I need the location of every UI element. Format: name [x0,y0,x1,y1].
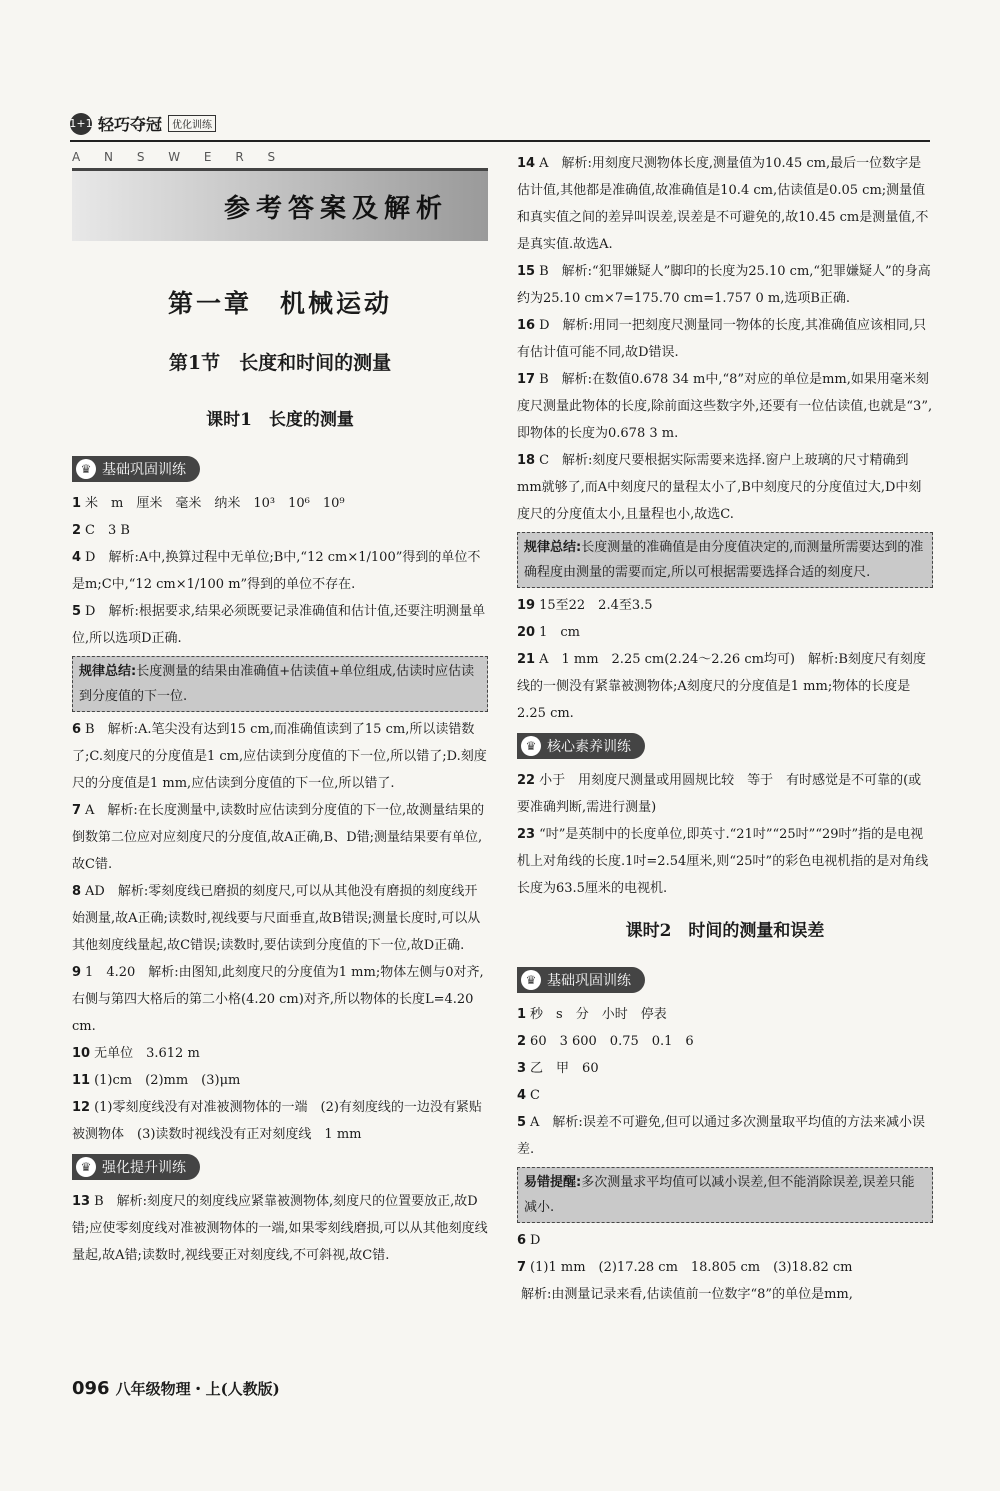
answer-item [517,821,933,902]
summary-label: 易错提醒: [524,1175,582,1190]
tag-basic [72,456,200,482]
answer-number: 5 [517,1115,527,1130]
answer-text: B 解析:刻度尺的刻度线应紧靠被测物体,刻度尺的位置要放正,故D错;应使零刻度线对准被测物体的一端,如果零刻线磨损,可以从其他刻度线量起,故A错;读数时,视线要正对刻度线,不可斜视,故C错. [72,1194,488,1263]
answer-item [72,1067,488,1094]
answer-text: D 解析:A中,换算过程中无单位;B中,“12 cm×1/100”得到的单位不是m;C中,“12 cm×1/100 m”得到的单位不存在. [72,550,481,592]
answer-item [72,517,488,544]
answer-item [72,1040,488,1067]
brand-name: 轻巧夺冠 [98,115,163,134]
answer-number: 1 [72,496,82,511]
tag-label: 强化提升训练 [102,1160,186,1176]
header-divider [70,140,930,142]
answer-text: D 解析:用同一把刻度尺测量同一物体的长度,其准确值应该相同,只有估计值可能不同,故D错误. [517,318,927,360]
answer-text: D 解析:根据要求,结果必须既要记录准确值和估计值,还要注明测量单位,所以选项D正确. [72,604,486,646]
answer-item [517,1227,933,1254]
answer-number: 2 [517,1034,527,1049]
answer-text: B 解析:在数值0.678 34 m中,“8”对应的单位是mm,如果用毫米刻度尺测量此物体的长度,除前面这些数字外,还要有一位估读值,也就是“3”,即物体的长度为0.678 3 m. [517,372,933,441]
answer-item [72,544,488,598]
answer-text: 解析:由测量记录来看,估读值前一位数字“8”的单位是mm, [521,1287,853,1302]
answer-text: (1)零刻度线没有对准被测物体的一端 (2)有刻度线的一边没有紧贴被测物体 (3)读数时视线没有正对刻度线 1 mm [72,1100,482,1142]
answer-item [72,598,488,652]
answer-list [517,1001,933,1163]
answer-item [517,1001,933,1028]
answer-number: 23 [517,827,536,842]
answer-item [517,592,933,619]
answer-text: 无单位 3.612 m [94,1046,200,1061]
rule-summary [72,656,488,712]
summary-label: 规律总结: [524,540,582,555]
answer-number: 10 [72,1046,91,1061]
answer-number: 3 [517,1061,527,1076]
banner-title: 参考答案及解析 [223,193,448,224]
rule-summary [517,532,933,588]
answer-list [517,592,933,727]
answers-banner [72,150,488,242]
answer-text: 15至22 2.4至3.5 [539,598,653,613]
answer-item [517,1109,933,1163]
lesson-title: 课时2 时间的测量和误差 [625,921,825,941]
crown-icon: ♛ [76,459,96,479]
answer-number: 20 [517,625,536,640]
answer-number: 2 [72,523,82,538]
crown-icon: ♛ [76,1157,96,1177]
tag-core [517,733,645,759]
answer-item [72,797,488,878]
error-tip [517,1167,933,1223]
left-column [72,150,488,1269]
answer-number: 4 [72,550,82,565]
answer-list [72,716,488,1148]
chapter-title: 第一章 机械运动 [167,289,392,318]
answer-item [517,1082,933,1109]
answer-text: 乙 甲 60 [530,1061,599,1076]
answer-number: 18 [517,453,536,468]
crown-icon: ♛ [521,736,541,756]
right-column [517,150,933,1308]
answer-item [517,767,933,821]
summary-text: 长度测量的结果由准确值+估读值+单位组成,估读时应估读到分度值的下一位. [79,664,475,704]
banner [72,168,488,241]
answer-text: 小于 用刻度尺测量或用圆规比较 等于 有时感觉是不可靠的(或要准确判断,需进行测量) [517,773,922,815]
answer-item [517,447,933,528]
answer-number: 15 [517,264,536,279]
answer-number: 21 [517,652,536,667]
answer-number: 19 [517,598,536,613]
answer-number: 12 [72,1100,91,1115]
answer-number: 4 [517,1088,527,1103]
answer-number: 7 [72,803,82,818]
tag-label: 核心素养训练 [547,739,631,755]
answer-item [72,716,488,797]
book-title: 八年级物理・上(人教版) [115,1380,280,1398]
answer-text: A 1 mm 2.25 cm(2.24～2.26 cm均可) 解析:B刻度尺有刻度线的一侧没有紧靠被测物体;A刻度尺的分度值是1 mm;物体的长度是2.25 cm. [517,652,926,721]
answer-number: 22 [517,773,536,788]
answer-text: “吋”是英制中的长度单位,即英寸.“21吋”“25吋”“29吋”指的是电视机上对角线的长度.1吋=2.54厘米,则“25吋”的彩色电视机指的是对角线长度为63.5厘米的电视机. [517,827,929,896]
answer-number: 16 [517,318,536,333]
answer-text: A 解析:用刻度尺测物体长度,测量值为10.45 cm,最后一位数字是估计值,其他都是准确值,故准确值是10.4 cm,估读值是0.05 cm;测量值和真实值之间的差异叫误差,误差是不可避免的,故10.45 cm是测量值,不是真实值.故选A. [517,156,929,252]
tag-label: 基础巩固训练 [102,462,186,478]
answer-number: 6 [517,1233,527,1248]
answer-text: 秒 s 分 小时 停表 [530,1007,667,1022]
answer-text: (1)1 mm (2)17.28 cm 18.805 cm (3)18.82 cm [530,1260,853,1275]
answer-item [517,150,933,258]
answer-list [517,150,933,528]
answer-list [517,767,933,902]
answer-text: A 解析:误差不可避免,但可以通过多次测量取平均值的方法来减小误差. [517,1115,925,1157]
answer-text: C [530,1088,540,1103]
answer-number: 8 [72,884,82,899]
answer-item [517,312,933,366]
answer-text: C 解析:刻度尺要根据实际需要来选择.窗户上玻璃的尺寸精确到mm就够了,而A中刻度尺的量程太小了,B中刻度尺的分度值过大,D中刻度尺的分度值太小,且量程也小,故选C. [517,453,922,522]
answer-item [72,959,488,1040]
tag-label: 基础巩固训练 [547,973,631,989]
answer-text: 60 3 600 0.75 0.1 6 [530,1034,694,1049]
logo-icon: 1+1 [70,113,92,135]
answer-item [517,1254,933,1281]
summary-text: 多次测量求平均值可以减小误差,但不能消除误差,误差只能减小. [524,1175,915,1215]
answer-text: 1 cm [539,625,580,640]
answer-number: 5 [72,604,82,619]
answer-list [517,1227,933,1308]
page-footer [72,1378,280,1399]
answer-item [517,258,933,312]
answer-text: B 解析:“犯罪嫌疑人”脚印的长度为25.10 cm,“犯罪嫌疑人”的身高约为25.10 cm×7=175.70 cm=1.757 0 m,选项B正确. [517,264,931,306]
tag-strengthen [72,1154,200,1180]
answer-text: C 3 B [85,523,130,538]
page-number: 096 [72,1378,110,1399]
brand-subtitle: 优化训练 [168,115,216,132]
answer-item [517,1281,933,1308]
answer-item [517,366,933,447]
answer-text: AD 解析:零刻度线已磨损的刻度尺,可以从其他没有磨损的刻度线开始测量,故A正确;读数时,视线要与尺面垂直,故B错误;测量长度时,可以从其他刻度线量起,故C错误;读数时,要估读到分度值的下一位,故D正确. [72,884,481,953]
answer-number: 11 [72,1073,91,1088]
answer-number: 14 [517,156,536,171]
answer-item [517,1055,933,1082]
answer-item [517,1028,933,1055]
crown-icon: ♛ [521,970,541,990]
answer-number: 6 [72,722,82,737]
answer-text: 米 m 厘米 毫米 纳米 10³ 10⁶ 10⁹ [85,496,345,511]
answer-text: 1 4.20 解析:由图知,此刻度尺的分度值为1 mm;物体左侧与0对齐,右侧与第四大格后的第二小格(4.20 cm)对齐,所以物体的长度L=4.20 cm. [72,965,484,1034]
summary-label: 规律总结: [79,664,137,679]
answer-number: 17 [517,372,536,387]
answer-number: 9 [72,965,82,980]
answer-item [517,646,933,727]
answer-number: 7 [517,1260,527,1275]
answer-number: 1 [517,1007,527,1022]
answer-item [72,490,488,517]
section-title: 第1节 长度和时间的测量 [168,352,392,374]
tag-basic [517,967,645,993]
answer-item [72,1188,488,1269]
answer-text: A 解析:在长度测量中,读数时应估读到分度值的下一位,故测量结果的倒数第二位应对应刻度尺的分度值,故A正确,B、D错;测量结果要有单位,故C错. [72,803,485,872]
answer-text: D [530,1233,541,1248]
answer-text: (1)cm (2)mm (3)μm [94,1073,241,1088]
summary-text: 长度测量的准确值是由分度值决定的,而测量所需要达到的准确程度由测量的需要而定,所以可根据需要选择合适的刻度尺. [524,540,924,580]
answer-list [72,1188,488,1269]
answer-item [72,1094,488,1148]
answer-text: B 解析:A.笔尖没有达到15 cm,而准确值读到了15 cm,所以读错数了;C.刻度尺的分度值是1 cm,应估读到分度值的下一位,所以错了;D.刻度尺的分度值是1 mm,应估读到分度值的下一位,所以错了. [72,722,487,791]
lesson-title: 课时1 长度的测量 [206,410,354,430]
answer-number: 13 [72,1194,91,1209]
book-header [70,112,216,135]
answers-label: A N S W E R S [72,150,286,164]
answer-item [517,619,933,646]
answer-list [72,490,488,652]
answer-item [72,878,488,959]
